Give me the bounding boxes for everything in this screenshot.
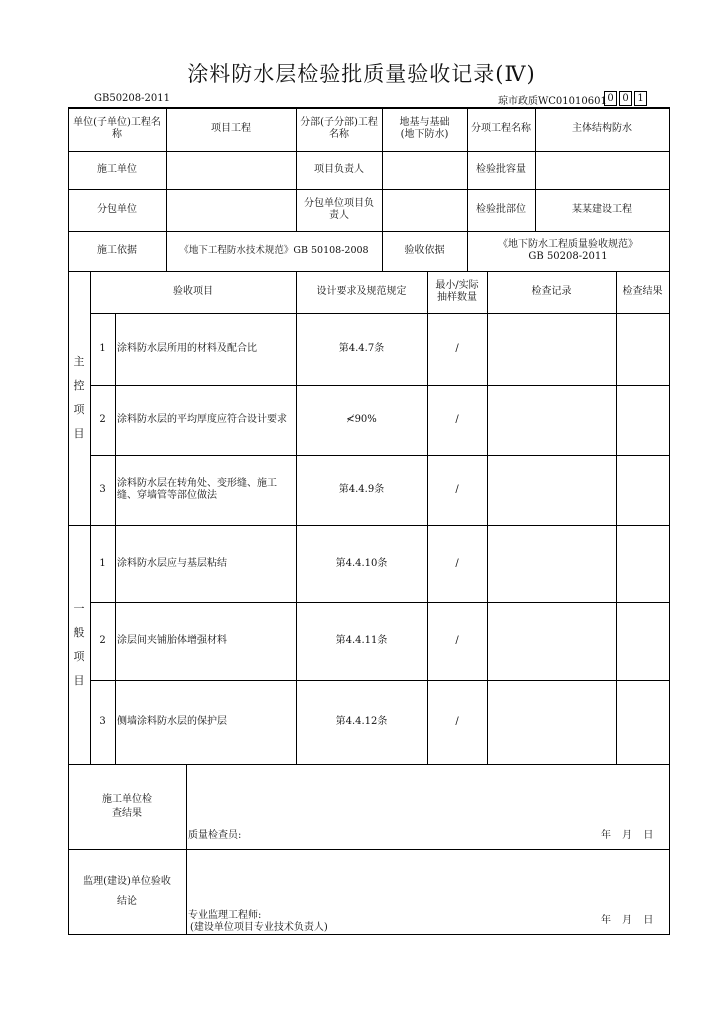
row-number: 2 <box>99 635 106 646</box>
item-requirement: 第4.4.9条 <box>338 484 385 495</box>
supervision-label: 监理(建设)单位验收结论 <box>83 875 171 907</box>
sub-project-label: 分部(子分部)工程名称 <box>300 117 378 140</box>
item-requirement: 第4.4.12条 <box>335 716 388 727</box>
item-result[interactable] <box>616 313 669 385</box>
item-result[interactable] <box>616 602 669 680</box>
construction-unit-value[interactable] <box>166 151 296 189</box>
project-manager-label: 项目负责人 <box>314 164 364 175</box>
record-digit-2: 0 <box>619 91 632 106</box>
col-requirement-header: 设计要求及规范规定 <box>316 286 407 297</box>
subcontract-unit-value[interactable] <box>166 189 296 231</box>
sub-project-value: 地基与基础(地下防水) <box>399 117 450 140</box>
item-requirement: 第4.4.7条 <box>338 343 385 354</box>
col-sample-header: 最小/实际抽样数量 <box>435 280 479 303</box>
col-result-header: 检查结果 <box>622 286 663 297</box>
row-number: 1 <box>99 343 106 354</box>
item-record[interactable] <box>487 602 616 680</box>
item-project-value: 主体结构防水 <box>572 123 632 134</box>
item-requirement: ≮90% <box>346 414 377 425</box>
item-description: 涂料防水层应与基层粘结 <box>117 557 227 569</box>
main-group-label: 主控项目 <box>73 355 85 440</box>
standard-code: GB50208-2011 <box>94 93 170 104</box>
row-number: 3 <box>99 716 106 727</box>
item-sample[interactable]: / <box>455 716 459 727</box>
construction-basis-value: 《地下工程防水技术规范》GB 50108-2008 <box>179 245 369 256</box>
item-project-label: 分项工程名称 <box>471 123 531 134</box>
row-number: 2 <box>99 414 106 425</box>
quality-inspector-label: 质量检查员: <box>188 830 242 841</box>
item-description: 涂料防水层的平均厚度应符合设计要求 <box>117 414 287 425</box>
record-digit-1: 0 <box>604 91 617 106</box>
item-sample[interactable]: / <box>455 635 459 646</box>
item-result[interactable] <box>616 455 669 525</box>
item-record[interactable] <box>487 313 616 385</box>
subcontract-manager-value[interactable] <box>382 189 467 231</box>
record-digit-3: 1 <box>634 91 647 106</box>
item-sample[interactable]: / <box>455 484 459 495</box>
batch-capacity-label: 检验批容量 <box>476 164 526 175</box>
item-description: 涂料防水层所用的材料及配合比 <box>117 343 257 354</box>
item-sample[interactable]: / <box>455 557 459 569</box>
construction-date-label: 年 月 日 <box>601 830 654 841</box>
item-description: 涂层间夹铺胎体增强材料 <box>117 635 227 646</box>
item-description: 涂料防水层在转角处、变形缝、施工缝、穿墙管等部位做法 <box>117 478 277 501</box>
project-manager-value[interactable] <box>382 151 467 189</box>
page-title: 涂料防水层检验批质量验收记录(Ⅳ) <box>187 62 536 86</box>
supervision-conclusion-area[interactable] <box>190 860 666 900</box>
item-sample[interactable]: / <box>455 343 459 354</box>
item-description: 侧墙涂料防水层的保护层 <box>117 716 227 727</box>
row-number: 1 <box>99 557 106 569</box>
construction-check-label: 施工单位检查结果 <box>102 793 152 819</box>
item-record[interactable] <box>487 680 616 764</box>
batch-location-value: 某某建设工程 <box>572 204 632 215</box>
supervision-engineer-note: (建设单位项目专业技术负责人) <box>190 922 328 933</box>
batch-capacity-value[interactable] <box>535 151 669 189</box>
col-item-header: 验收项目 <box>173 286 213 297</box>
item-result[interactable] <box>616 385 669 455</box>
unit-project-label: 单位(子单位)工程名称 <box>73 117 161 140</box>
acceptance-basis-label: 验收依据 <box>404 245 445 256</box>
item-record[interactable] <box>487 385 616 455</box>
item-result[interactable] <box>616 680 669 764</box>
item-requirement: 第4.4.11条 <box>335 635 388 646</box>
general-group-label: 一般项目 <box>73 601 85 687</box>
batch-location-label: 检验批部位 <box>476 204 526 215</box>
supervision-engineer-label: 专业监理工程师: <box>188 910 262 921</box>
supervision-date-label: 年 月 日 <box>601 915 654 926</box>
row-number: 3 <box>99 484 106 495</box>
subcontract-unit-label: 分包单位 <box>97 204 137 215</box>
record-code-label: 琼市政质WC01010601 <box>498 96 607 107</box>
construction-unit-label: 施工单位 <box>97 164 137 175</box>
item-result[interactable] <box>616 525 669 602</box>
construction-check-result-area[interactable] <box>190 780 666 820</box>
acceptance-basis-value: 《地下防水工程质量验收规范》GB 50208-2011 <box>498 239 638 262</box>
item-requirement: 第4.4.10条 <box>335 557 388 569</box>
item-record[interactable] <box>487 455 616 525</box>
col-record-header: 检查记录 <box>531 286 572 297</box>
item-sample[interactable]: / <box>455 414 459 425</box>
subcontract-manager-label: 分包单位项目负责人 <box>304 198 374 221</box>
construction-basis-label: 施工依据 <box>97 245 137 256</box>
item-record[interactable] <box>487 525 616 602</box>
unit-project-value: 项目工程 <box>211 123 251 134</box>
